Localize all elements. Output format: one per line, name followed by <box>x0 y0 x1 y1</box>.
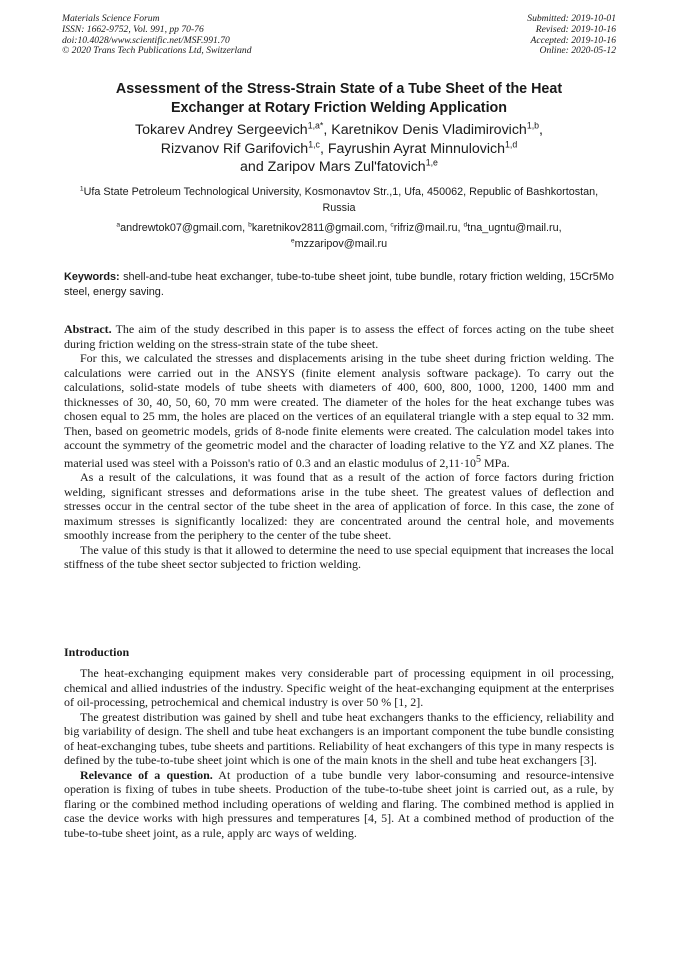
author-line-2: Rizvanov Rif Garifovich$^{1,c}$, Fayrushin Ayrat Minnulovich$^{1,d}$ <box>160 138 518 157</box>
email-link[interactable]: andrewtok07@gmail.com, <box>120 222 249 234</box>
email-link[interactable]: tna_ugntu@mail.ru, <box>467 222 562 234</box>
email-list: $^a$andrewtok07@gmail.com, $^b$karetnikov2811@gmail.com, $^c$rifriz@mail.ru, $^d$tna_ugntu@mail.ru, $^e$mzzaripov@mail.ru <box>116 221 562 250</box>
author-line-1: Tokarev Andrey Sergeevich$^{1,a*}$, Karetnikov Denis Vladimirovich$^{1,b}$, <box>134 120 543 138</box>
author-name: Karetnikov Denis Vladimirovich <box>331 122 527 138</box>
keywords-text: shell-and-tube heat exchanger, tube-to-tube sheet joint, tube bundle, rotary friction welding, 15Cr5Mo steel, energy saving. <box>64 271 614 299</box>
affiliation-text: Ufa State Petroleum Technological University, Kosmonavtov Str.,1, Ufa, 450062, Republic of Bashkortostan, Russia <box>83 186 599 214</box>
author-list <box>64 121 614 177</box>
introduction-section <box>64 666 614 840</box>
relevance-label: Relevance of a question. <box>80 767 213 782</box>
author-sup: 1,b <box>526 120 540 131</box>
title-line-1: Assessment of the Stress-Strain State of a Tube Sheet of the Heat <box>115 81 563 97</box>
paper-title <box>64 80 614 118</box>
journal-header-left <box>62 14 252 57</box>
email-link[interactable]: mzzaripov@mail.ru <box>294 237 388 250</box>
email-link[interactable]: rifriz@mail.ru, <box>393 222 464 234</box>
email-link[interactable]: karetnikov2811@gmail.com, <box>251 222 391 234</box>
accepted-date: Accepted: 2019-10-16 <box>530 34 616 46</box>
copyright-line: © 2020 Trans Tech Publications Ltd, Switzerland <box>62 45 252 57</box>
author-name: Rizvanov Rif Garifovich <box>160 140 309 157</box>
abstract-paragraph: Abstract. The aim of the study described in this paper is to assess the effect of forces acting on the tube sheet during friction welding on the stress-strain state of the tube sheet. <box>64 322 614 351</box>
abstract-label: Abstract. <box>64 322 112 336</box>
affiliation-sup: 1 <box>79 185 84 193</box>
section-heading-introduction: Introduction <box>64 645 130 659</box>
intro-paragraph: Relevance of a question. At production of a tube bundle very labor-consuming and resource-intensive operation is fixing of tubes in tube sheets. Production of the tube-to-tube sheet joint is carried out, as a rule, by flaring or the combined method including operations of welding and flaring. The combined method is applied in case the device works with high pressures and temperatures [4, 5]. At a combined method of production of the tube-to-tube sheet joint, as a rule, apply arc ways of welding. <box>64 767 615 840</box>
author-name: Fayrushin Ayrat Minnulovich <box>327 140 506 157</box>
online-date: Online: 2020-05-12 <box>539 45 616 57</box>
intro-paragraph: The greatest distribution was gained by shell and tube heat exchangers thanks to the efficiency, reliability and big variability of design. The shell and tube heat exchangers is an important component the tube bundle consisting of heat-exchanging tubes, tube sheets and partitions. Reliability of heat exchangers of this type in many respects is defined by the tube-to-tube sheet joint which is one of the main knots in the shell and tube heat exchangers [3]. <box>64 709 614 767</box>
author-sup: 1,e <box>425 157 438 168</box>
issn-line: ISSN: 1662-9752, Vol. 991, pp 70-76 <box>62 23 204 35</box>
abstract-paragraph: The value of this study is that it allowed to determine the need to use special equipment that increases the local stiffness of the tube sheet sector subjected to friction welding. <box>64 542 614 571</box>
title-line-2: Exchanger at Rotary Friction Welding Application <box>170 100 508 116</box>
author-name: Tokarev Andrey Sergeevich <box>134 122 308 138</box>
revised-date: Revised: 2019-10-16 <box>535 23 616 35</box>
abstract-paragraph: For this, we calculated the stresses and displacements arising in the tube sheet during friction welding. The calculations were carried out in the ANSYS (finite element analysis software package). To carry out the calculations, solid-state models of tube sheets with diameters of 400, 600, 800, 1000, 1200, 1400 mm and thicknesses of 30, 40, 50, 60, 70 mm were created. The diameter of the holes for the heat exchange tubes was chosen equal to 25 mm, the holes are placed on the vertices of an equilateral triangle with a step equal to 32 mm. Then, based on geometric models, grids of 8-node finite elements were created. The calculation model takes into account the symmetry of the geometric model and the character of loading relative to the YZ and XZ planes. The material used was steel with a Poisson's ratio of 0.3 and an elastic modulus of $2,11\cdot 10^5$ MPa. <box>64 351 614 470</box>
author-line-3: and Zaripov Mars Zul'fatovich$^{1,e}$ <box>240 157 438 176</box>
author-sup: 1,a* <box>307 120 324 131</box>
abstract-paragraph: As a result of the calculations, it was found that as a result of the action of force factors during friction welding, significant stresses and deformations arise in the tube sheet. The greatest values of deflection and stresses occur in the central sector of the tube sheet in the area of application of force. In this case, the zone of maximum stresses is significantly localized: they are concentrated around the central hole, and movements smoothly increase from the periphery to the center of the tube sheet. <box>64 470 614 542</box>
affiliation <box>74 185 604 216</box>
doi-line: doi:10.4028/www.scientific.net/MSF.991.70 <box>62 34 230 46</box>
author-name: Zaripov Mars Zul'fatovich <box>267 159 426 176</box>
keywords <box>64 270 614 301</box>
journal-name: Materials Science Forum <box>62 13 160 24</box>
intro-paragraph: The heat-exchanging equipment makes very considerable part of processing equipment in oil processing, chemical and allied industries of the industry. Specific weight of the heat-exchanging equipment at the enterprises of oil-processing, petrochemical and chemical industry is over 50 % [1, 2]. <box>64 666 614 709</box>
journal-header-right <box>527 14 616 57</box>
submitted-date: Submitted: 2019-10-01 <box>527 13 616 24</box>
author-sup: 1,c <box>308 138 320 149</box>
abstract-section <box>64 322 614 572</box>
author-sup: 1,d <box>505 138 518 149</box>
keywords-label: Keywords: <box>64 271 120 283</box>
